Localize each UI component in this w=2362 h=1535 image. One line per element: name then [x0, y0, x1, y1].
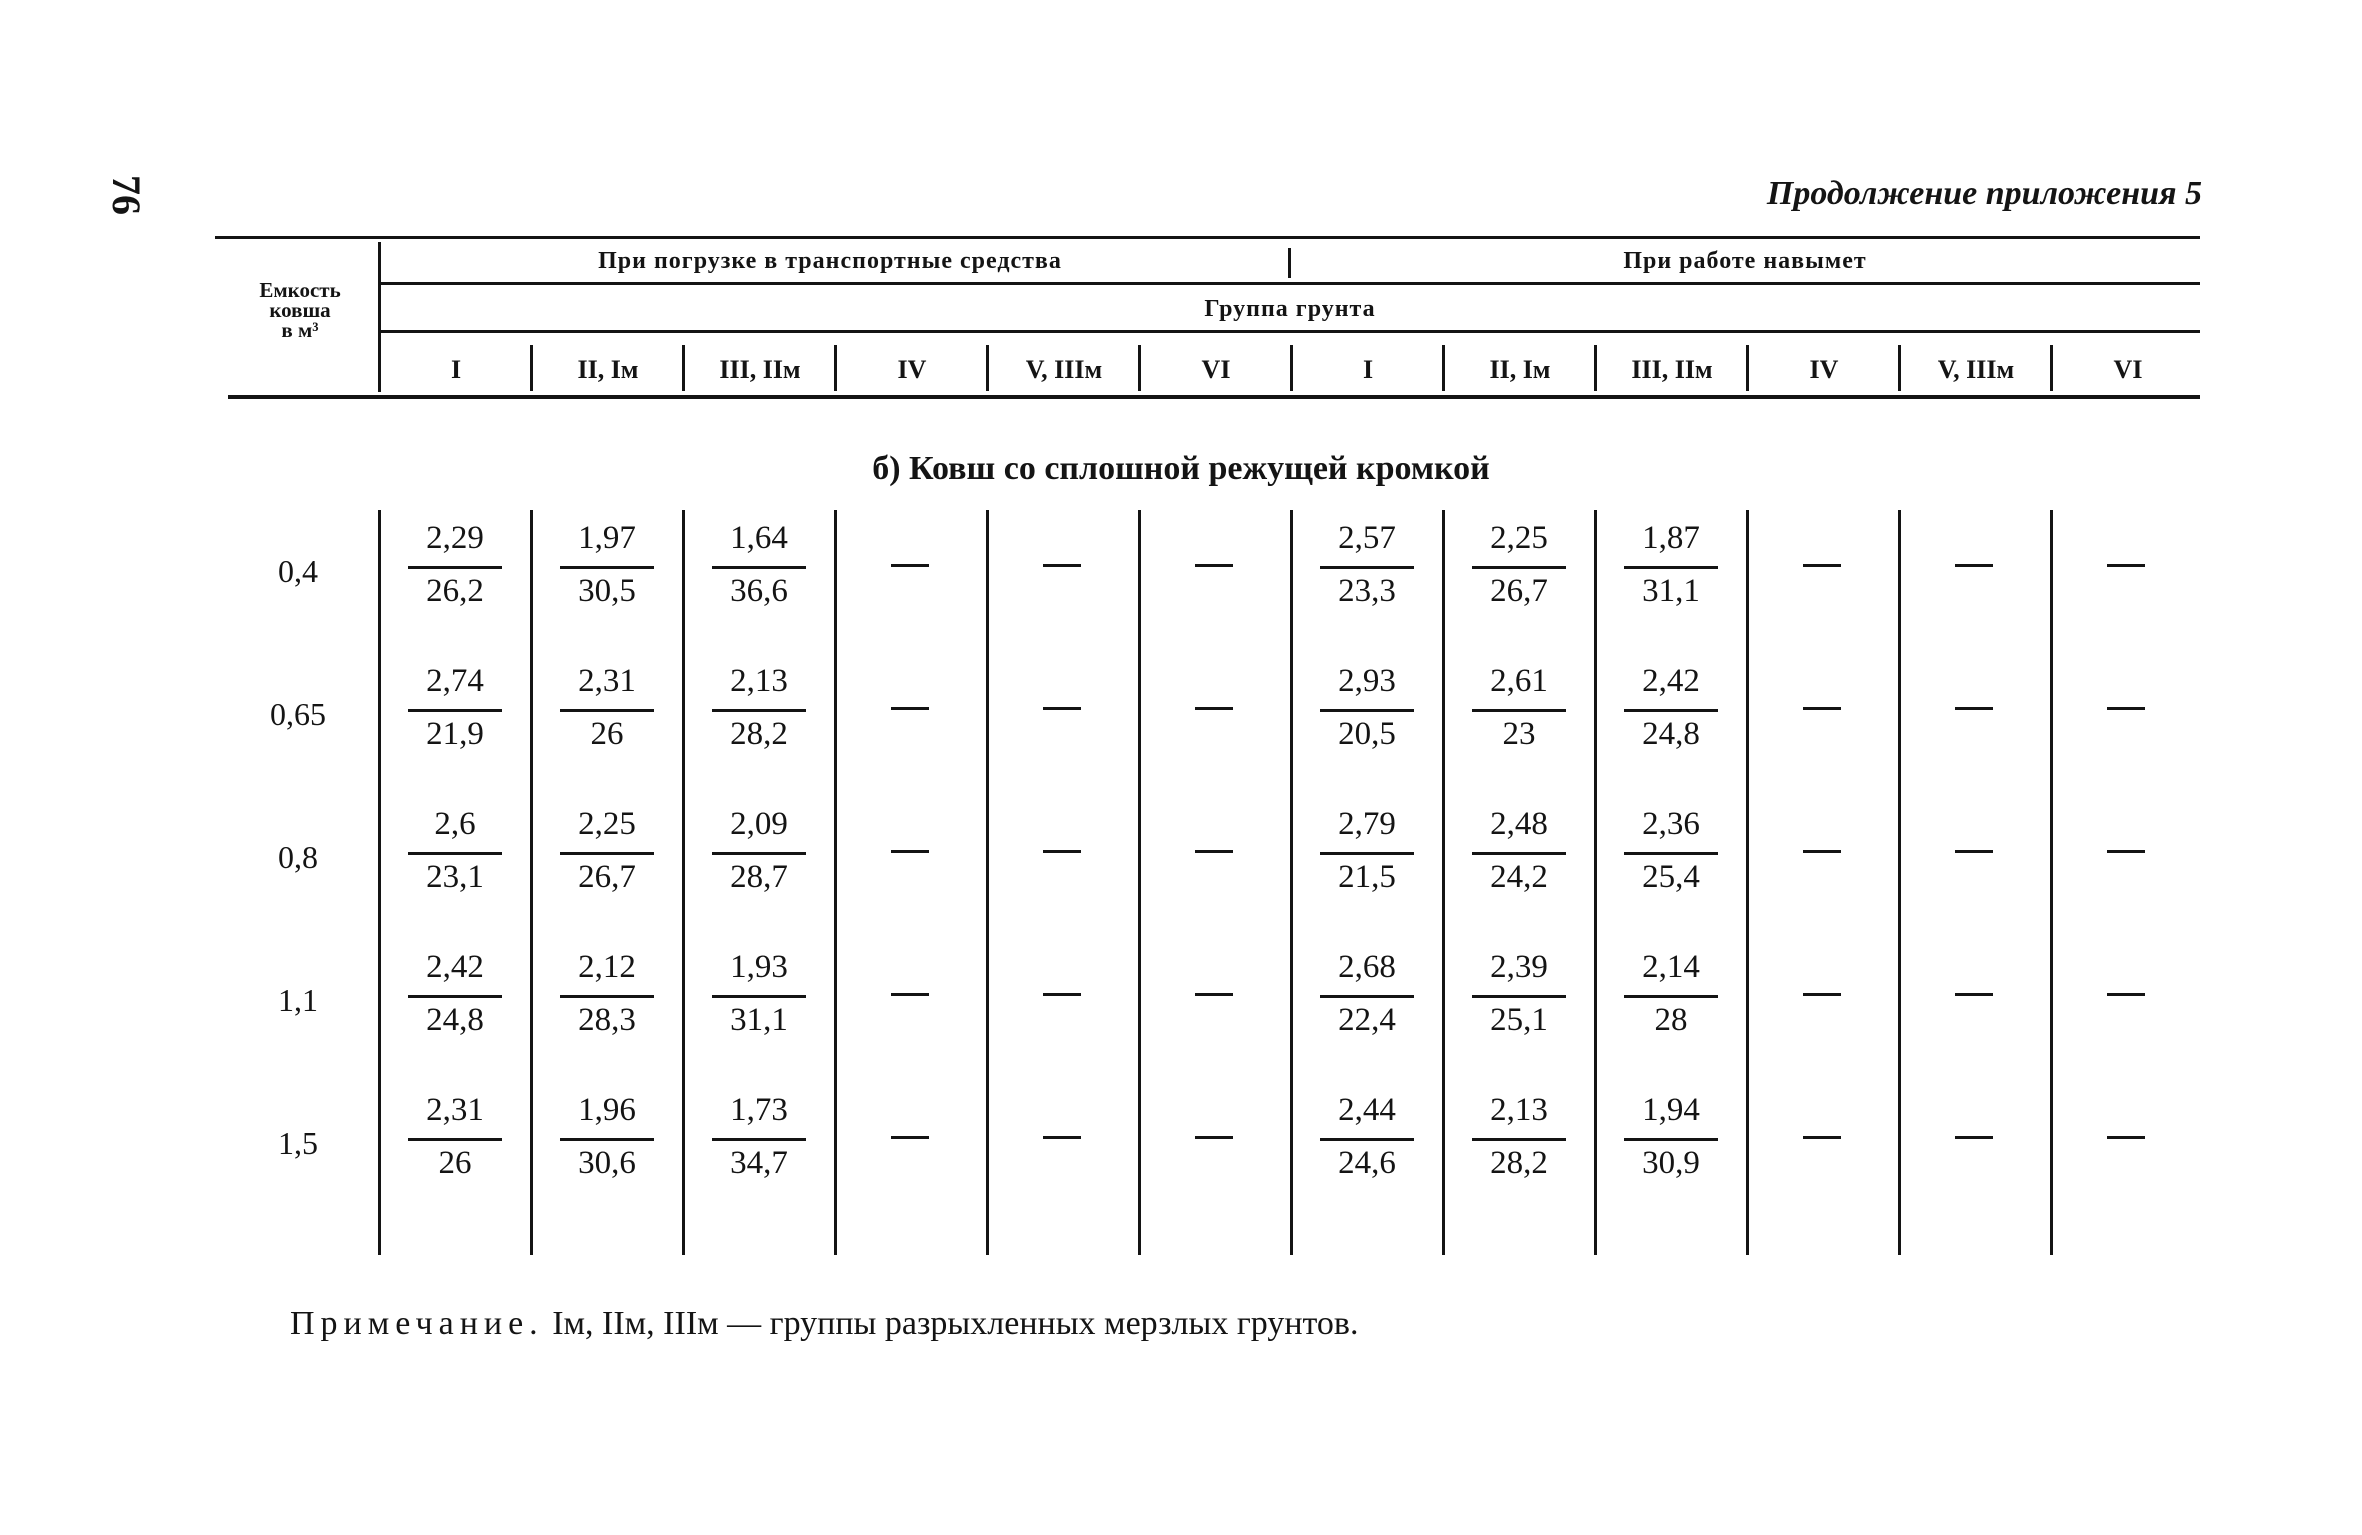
- table-cell: [1596, 806, 1746, 896]
- header-column-separator: [530, 345, 533, 391]
- fraction-numerator: 2,61: [1490, 663, 1548, 699]
- column-header: V, IIIм: [1025, 355, 1103, 384]
- table-cell: [2052, 806, 2202, 896]
- fraction-bar: [560, 1138, 654, 1141]
- fraction-denominator: 26: [590, 716, 624, 752]
- fraction-denominator: 24,6: [1338, 1145, 1396, 1181]
- table-cell: [684, 520, 834, 610]
- table-cell: [988, 949, 1138, 1039]
- table-cell: [988, 520, 1138, 610]
- fraction-bar: [712, 566, 806, 569]
- fraction-denominator: 23,1: [426, 859, 484, 895]
- header-column-separator: [2050, 345, 2053, 391]
- empty-dash: [1195, 1136, 1233, 1139]
- table-cell: [836, 806, 986, 896]
- empty-dash: [1803, 707, 1841, 710]
- fraction-numerator: 2,44: [1338, 1092, 1396, 1128]
- header-column-separator: [1290, 345, 1293, 391]
- column-header: VI: [2113, 355, 2143, 384]
- fraction-numerator: 2,12: [578, 949, 636, 985]
- fraction-denominator: 25,4: [1642, 859, 1700, 895]
- empty-dash: [891, 564, 929, 567]
- column-header: II, Iм: [577, 355, 639, 384]
- fraction-bar: [1472, 852, 1566, 855]
- table-cell: [684, 1092, 834, 1182]
- column-header: V, IIIм: [1937, 355, 2015, 384]
- table-cell: [1292, 1092, 1442, 1182]
- fraction-denominator: 28: [1654, 1002, 1688, 1038]
- table-cell: [1444, 520, 1594, 610]
- table-cell: [988, 1092, 1138, 1182]
- empty-dash: [891, 1136, 929, 1139]
- table-cell: [1596, 663, 1746, 753]
- fraction-numerator: 2,42: [426, 949, 484, 985]
- table-cell: [1596, 949, 1746, 1039]
- fraction-denominator: 20,5: [1338, 716, 1396, 752]
- empty-dash: [891, 850, 929, 853]
- capacity-value: 0,65: [270, 696, 326, 732]
- table-cell: [2052, 949, 2202, 1039]
- empty-dash: [1803, 850, 1841, 853]
- fraction-numerator: 2,42: [1642, 663, 1700, 699]
- empty-dash: [1803, 564, 1841, 567]
- fraction-bar: [1472, 566, 1566, 569]
- empty-dash: [1195, 564, 1233, 567]
- table-cell: [532, 520, 682, 610]
- fraction-numerator: 2,09: [730, 806, 788, 842]
- fraction-denominator: 34,7: [730, 1145, 788, 1181]
- fraction-denominator: 24,8: [1642, 716, 1700, 752]
- empty-dash: [891, 993, 929, 996]
- section-title: б) Ковш со сплошной режущей кромкой: [872, 450, 1490, 487]
- empty-dash: [1043, 1136, 1081, 1139]
- header-column-separator: [986, 345, 989, 391]
- capacity-value: 1,5: [278, 1125, 318, 1161]
- empty-dash: [2107, 707, 2145, 710]
- empty-dash: [1955, 850, 1993, 853]
- header-column-separator: [682, 345, 685, 391]
- header-bottom-rule: [228, 395, 2200, 399]
- fraction-numerator: 1,96: [578, 1092, 636, 1128]
- footnote: [290, 1305, 1358, 1343]
- capacity-header: Емкость ковша в м³: [259, 278, 341, 342]
- table-cell: [1748, 806, 1898, 896]
- fraction-bar: [1624, 1138, 1718, 1141]
- column-header: IV: [897, 355, 927, 384]
- empty-dash: [1043, 993, 1081, 996]
- table-cell: [380, 520, 530, 610]
- table-cell: [532, 806, 682, 896]
- fraction-numerator: 2,31: [426, 1092, 484, 1128]
- fraction-numerator: 2,31: [578, 663, 636, 699]
- empty-dash: [1955, 707, 1993, 710]
- fraction-bar: [1320, 1138, 1414, 1141]
- table-cell: [684, 949, 834, 1039]
- fraction-numerator: 1,73: [730, 1092, 788, 1128]
- header-column-separator: [1594, 345, 1597, 391]
- table-cell: [1900, 806, 2050, 896]
- table-cell: [1444, 663, 1594, 753]
- empty-dash: [1195, 707, 1233, 710]
- table-cell: [836, 520, 986, 610]
- fraction-numerator: 1,87: [1642, 520, 1700, 556]
- fraction-numerator: 2,25: [1490, 520, 1548, 556]
- table-cell: [1292, 663, 1442, 753]
- header-column-separator: [834, 345, 837, 391]
- table-cell: [836, 1092, 986, 1182]
- empty-dash: [1195, 993, 1233, 996]
- empty-dash: [1043, 707, 1081, 710]
- appendix-caption: Продолжение приложения 5: [1766, 175, 2202, 212]
- table-cell: [1748, 520, 1898, 610]
- fraction-denominator: 26,2: [426, 573, 484, 609]
- fraction-bar: [560, 709, 654, 712]
- table-cell: [988, 806, 1138, 896]
- fraction-numerator: 2,57: [1338, 520, 1396, 556]
- table-cell: [988, 663, 1138, 753]
- fraction-bar: [1320, 709, 1414, 712]
- empty-dash: [891, 707, 929, 710]
- column-header: III, IIм: [1631, 355, 1713, 384]
- fraction-numerator: 1,93: [730, 949, 788, 985]
- fraction-denominator: 25,1: [1490, 1002, 1548, 1038]
- fraction-bar: [408, 1138, 502, 1141]
- table-cell: [836, 663, 986, 753]
- fraction-bar: [1472, 1138, 1566, 1141]
- note-text: Iм, IIм, IIIм — группы разрыхленных мерзлых грунтов.: [543, 1305, 1359, 1342]
- soil-group-header: Группа грунта: [1204, 296, 1376, 322]
- table-cell: [684, 806, 834, 896]
- fraction-numerator: 2,29: [426, 520, 484, 556]
- fraction-bar: [408, 566, 502, 569]
- fraction-bar: [1472, 995, 1566, 998]
- table-cell: [1900, 949, 2050, 1039]
- fraction-denominator: 24,2: [1490, 859, 1548, 895]
- fraction-denominator: 28,2: [730, 716, 788, 752]
- fraction-bar: [1624, 709, 1718, 712]
- fraction-numerator: 2,13: [1490, 1092, 1548, 1128]
- column-header: I: [450, 355, 462, 384]
- table-cell: [1596, 520, 1746, 610]
- fraction-denominator: 28,2: [1490, 1145, 1548, 1181]
- fraction-bar: [560, 995, 654, 998]
- fraction-denominator: 22,4: [1338, 1002, 1396, 1038]
- fraction-denominator: 36,6: [730, 573, 788, 609]
- group-header-casting: При работе навымет: [1623, 248, 1867, 274]
- fraction-numerator: 2,93: [1338, 663, 1396, 699]
- fraction-numerator: 2,74: [426, 663, 484, 699]
- table-cell: [1140, 520, 1290, 610]
- table-cell: [1900, 520, 2050, 610]
- table-cell: [532, 949, 682, 1039]
- group-header-loading: При погрузке в транспортные средства: [598, 248, 1062, 274]
- page-number: 76: [104, 175, 149, 215]
- empty-dash: [2107, 850, 2145, 853]
- fraction-numerator: 2,68: [1338, 949, 1396, 985]
- empty-dash: [1955, 993, 1993, 996]
- column-header: I: [1362, 355, 1374, 384]
- fraction-bar: [712, 1138, 806, 1141]
- table-cell: [380, 1092, 530, 1182]
- note-label: Примечание.: [290, 1305, 544, 1342]
- table-cell: [1900, 663, 2050, 753]
- table-cell: [2052, 520, 2202, 610]
- empty-dash: [2107, 993, 2145, 996]
- table-cell: [1900, 1092, 2050, 1182]
- fraction-bar: [1624, 995, 1718, 998]
- fraction-denominator: 26,7: [578, 859, 636, 895]
- capacity-value: 0,8: [278, 839, 318, 875]
- empty-dash: [2107, 564, 2145, 567]
- table-cell: [1748, 1092, 1898, 1182]
- table-cell: [532, 663, 682, 753]
- fraction-bar: [712, 995, 806, 998]
- table-cell: [1140, 663, 1290, 753]
- column-header: II, Iм: [1489, 355, 1551, 384]
- empty-dash: [1955, 1136, 1993, 1139]
- column-header: III, IIм: [719, 355, 801, 384]
- empty-dash: [1195, 850, 1233, 853]
- fraction-bar: [1472, 709, 1566, 712]
- empty-dash: [1803, 993, 1841, 996]
- empty-dash: [1803, 1136, 1841, 1139]
- fraction-numerator: 2,13: [730, 663, 788, 699]
- table-cell: [2052, 663, 2202, 753]
- fraction-denominator: 28,3: [578, 1002, 636, 1038]
- table-cell: [1292, 520, 1442, 610]
- table-cell: [1444, 1092, 1594, 1182]
- fraction-numerator: 1,97: [578, 520, 636, 556]
- fraction-denominator: 26: [438, 1145, 472, 1181]
- table-top-rule: [215, 236, 2200, 239]
- fraction-denominator: 23: [1502, 716, 1536, 752]
- fraction-denominator: 23,3: [1338, 573, 1396, 609]
- empty-dash: [1043, 564, 1081, 567]
- soil-group-rule: [380, 330, 2200, 333]
- empty-dash: [2107, 1136, 2145, 1139]
- table-cell: [684, 663, 834, 753]
- fraction-bar: [560, 566, 654, 569]
- fraction-bar: [712, 709, 806, 712]
- fraction-numerator: 2,6: [434, 806, 476, 842]
- fraction-denominator: 31,1: [730, 1002, 788, 1038]
- column-header: VI: [1201, 355, 1231, 384]
- fraction-denominator: 21,9: [426, 716, 484, 752]
- capacity-value: 0,4: [278, 553, 318, 589]
- fraction-denominator: 30,5: [578, 573, 636, 609]
- fraction-numerator: 2,14: [1642, 949, 1700, 985]
- table-cell: [1444, 806, 1594, 896]
- fraction-bar: [560, 852, 654, 855]
- table-cell: [1140, 1092, 1290, 1182]
- group-separator: [1288, 248, 1291, 278]
- header-column-separator: [1442, 345, 1445, 391]
- table-cell: [1292, 949, 1442, 1039]
- fraction-numerator: 2,25: [578, 806, 636, 842]
- table-cell: [1140, 806, 1290, 896]
- column-header: IV: [1809, 355, 1839, 384]
- fraction-bar: [712, 852, 806, 855]
- table-cell: [1140, 949, 1290, 1039]
- capacity-value: 1,1: [278, 982, 318, 1018]
- table-cell: [1444, 949, 1594, 1039]
- fraction-numerator: 2,79: [1338, 806, 1396, 842]
- fraction-numerator: 2,39: [1490, 949, 1548, 985]
- fraction-bar: [1320, 995, 1414, 998]
- fraction-denominator: 30,9: [1642, 1145, 1700, 1181]
- fraction-bar: [408, 709, 502, 712]
- table-cell: [532, 1092, 682, 1182]
- fraction-bar: [1320, 852, 1414, 855]
- fraction-denominator: 28,7: [730, 859, 788, 895]
- fraction-bar: [408, 852, 502, 855]
- header-column-separator: [1138, 345, 1141, 391]
- fraction-denominator: 26,7: [1490, 573, 1548, 609]
- fraction-denominator: 24,8: [426, 1002, 484, 1038]
- table-cell: [2052, 1092, 2202, 1182]
- table-cell: [380, 806, 530, 896]
- table-cell: [1748, 949, 1898, 1039]
- fraction-denominator: 21,5: [1338, 859, 1396, 895]
- fraction-numerator: 2,36: [1642, 806, 1700, 842]
- table-cell: [380, 949, 530, 1039]
- fraction-denominator: 31,1: [1642, 573, 1700, 609]
- table-cell: [1748, 663, 1898, 753]
- group-rule: [380, 282, 2200, 285]
- fraction-bar: [1624, 566, 1718, 569]
- fraction-numerator: 2,48: [1490, 806, 1548, 842]
- fraction-bar: [1624, 852, 1718, 855]
- table-cell: [380, 663, 530, 753]
- header-column-separator: [1898, 345, 1901, 391]
- fraction-bar: [408, 995, 502, 998]
- table-cell: [1596, 1092, 1746, 1182]
- fraction-denominator: 30,6: [578, 1145, 636, 1181]
- fraction-numerator: 1,64: [730, 520, 788, 556]
- empty-dash: [1043, 850, 1081, 853]
- fraction-bar: [1320, 566, 1414, 569]
- empty-dash: [1955, 564, 1993, 567]
- table-cell: [836, 949, 986, 1039]
- header-column-separator: [378, 242, 381, 392]
- fraction-numerator: 1,94: [1642, 1092, 1700, 1128]
- header-column-separator: [1746, 345, 1749, 391]
- table-cell: [1292, 806, 1442, 896]
